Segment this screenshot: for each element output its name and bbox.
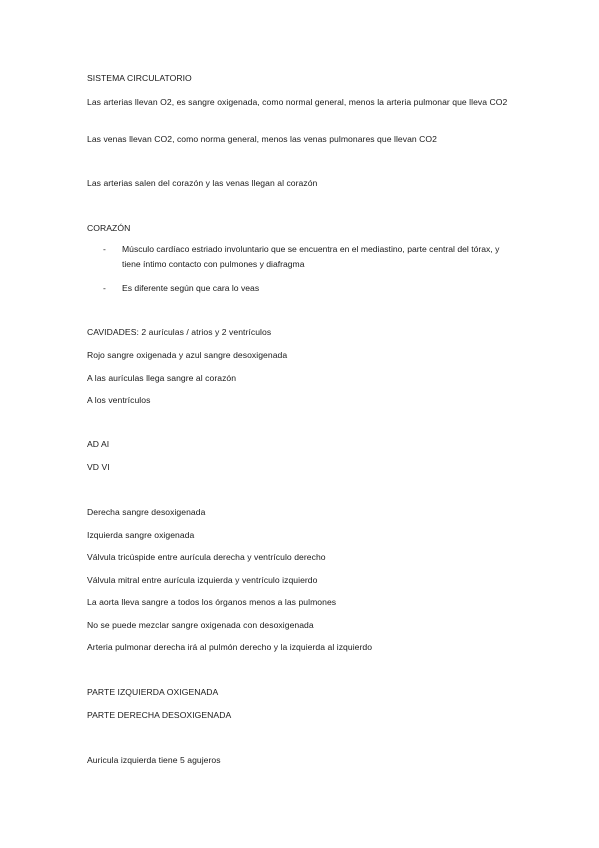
heart-heading: CORAZÓN bbox=[87, 223, 131, 233]
tricuspid-line: Válvula tricúspide entre aurícula derecha y ventrículo derecho bbox=[87, 552, 326, 562]
right-part-line: PARTE DERECHA DESOXIGENADA bbox=[87, 710, 232, 720]
left-part-line: PARTE IZQUIERDA OXIGENADA bbox=[87, 687, 219, 697]
paragraph-direction: Las arterias salen del corazón y las venas llegan al corazón bbox=[87, 178, 318, 188]
bullet-dash: - bbox=[103, 283, 106, 293]
right-side-line: Derecha sangre desoxigenada bbox=[87, 507, 206, 517]
bullet-item bbox=[103, 281, 503, 296]
ad-ai-line: AD AI bbox=[87, 439, 110, 449]
bullet-item bbox=[103, 242, 503, 274]
cavities-line: CAVIDADES: 2 aurículas / atrios y 2 ventrículos bbox=[87, 327, 272, 337]
paragraph-arteries: Las arterias llevan O2, es sangre oxigenada, como normal general, menos la arteria pulmonar que lleva CO2 bbox=[87, 97, 508, 107]
left-side-line: Izquierda sangre oxigenada bbox=[87, 530, 195, 540]
pulmonary-artery-line: Arteria pulmonar derecha irá al pulmón derecho y la izquierda al izquierdo bbox=[87, 642, 373, 652]
left-atrium-line: Auricula izquierda tiene 5 agujeros bbox=[87, 755, 221, 765]
mitral-line: Válvula mitral entre aurícula izquierda y ventrículo izquierdo bbox=[87, 575, 318, 585]
no-mix-line: No se puede mezclar sangre oxigenada con desoxigenada bbox=[87, 620, 314, 630]
colors-line: Rojo sangre oxigenada y azul sangre desoxigenada bbox=[87, 350, 288, 360]
bullet-dash: - bbox=[103, 244, 106, 254]
document-title: SISTEMA CIRCULATORIO bbox=[87, 73, 192, 83]
atria-line: A las aurículas llega sangre al corazón bbox=[87, 373, 237, 383]
aorta-line: La aorta lleva sangre a todos los órganos menos a las pulmones bbox=[87, 597, 337, 607]
vd-vi-line: VD VI bbox=[87, 462, 110, 472]
bullet-text: Músculo cardíaco estriado involuntario que se encuentra en el mediastino, parte central del tórax, y tiene íntimo contacto con pulmones y diafragma bbox=[122, 244, 500, 269]
ventricles-line: A los ventrículos bbox=[87, 395, 151, 405]
paragraph-veins: Las venas llevan CO2, como norma general, menos las venas pulmonares que llevan CO2 bbox=[87, 134, 437, 144]
bullet-text: Es diferente según que cara lo veas bbox=[122, 283, 260, 293]
